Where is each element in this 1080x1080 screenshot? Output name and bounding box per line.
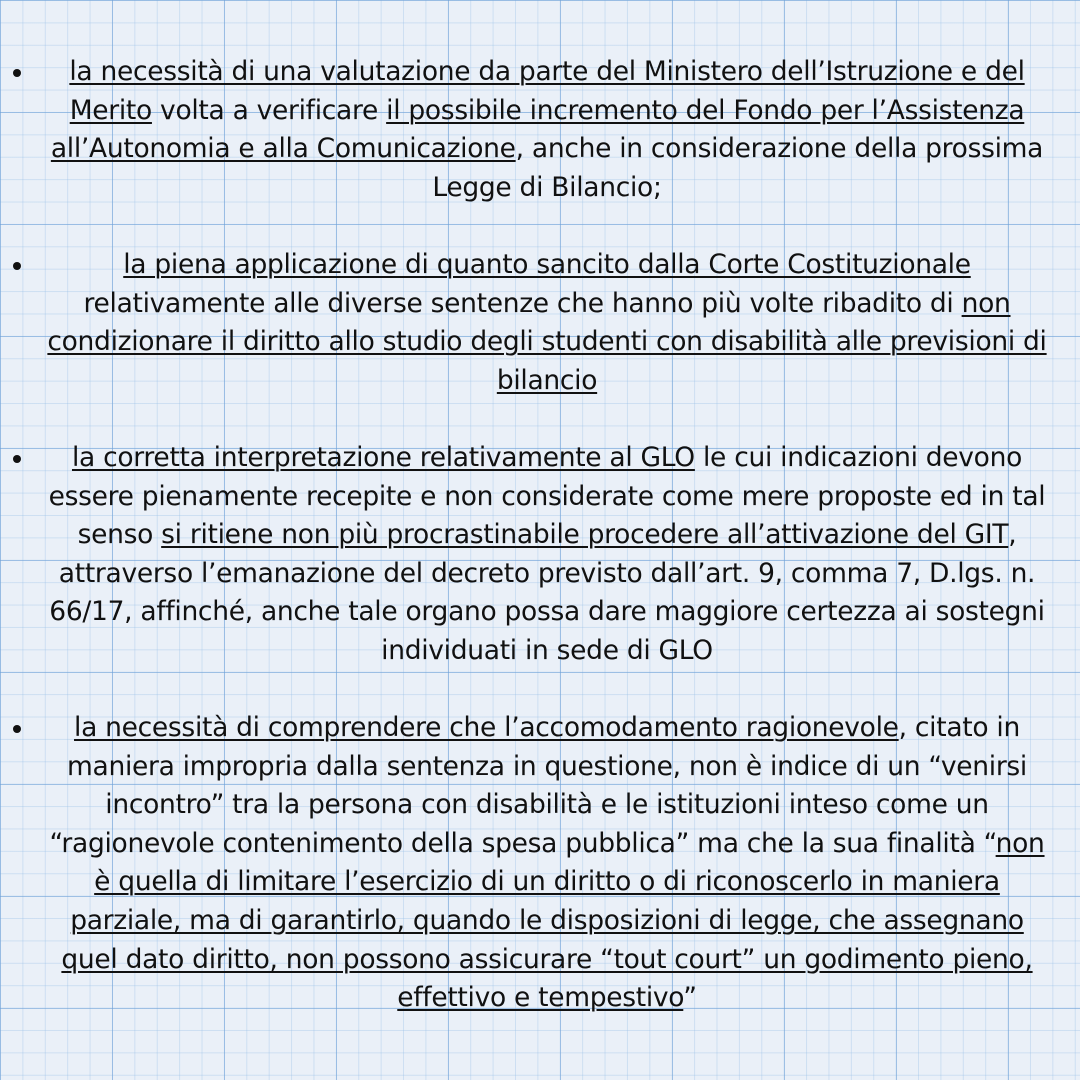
body-text: ” [683, 982, 697, 1014]
underlined-text: il possibile incremento del Fondo per l’Assistenza all’Autonomia e alla Comunicazione [50, 94, 1025, 165]
body-text: le cui indicazioni devono essere pienamente recepite e non considerate come mere proposte ed in tal senso [48, 441, 1046, 551]
body-text: volta a verificare [151, 94, 387, 126]
underlined-text: la necessità di una valutazione da parte del Ministero dell’Istruzione e del Merito [69, 56, 1025, 126]
bullet-item-4 [40, 709, 1054, 1018]
underlined-text: non condizionare il diritto allo studio degli studenti con disabilità alle previsioni di bilancio [47, 287, 1047, 396]
underlined-text: si ritiene non più procrastinabile procedere all’attivazione del GIT [161, 519, 1009, 551]
body-text: , anche in considerazione della prossima Legge di Bilancio; [432, 133, 1044, 203]
body-text: relativamente alle diverse sentenze che hanno più volte ribadito di [83, 287, 962, 319]
body-text: , citato in maniera impropria dalla sentenza in questione, non è indice di un “venirsi incontro” tra la persona con disabilità e le istituzioni inteso come un “ragionevole contenimento della spesa pubblica” ma che la sua finalità “ [49, 712, 1027, 859]
underlined-text: la necessità di comprendere che l’accomodamento ragionevole [74, 712, 899, 744]
underlined-text: la piena applicazione di quanto sancito dalla Corte Costituzionale [123, 248, 971, 280]
underlined-text: non è quella di limitare l’esercizio di un diritto o di riconoscerlo in maniera parziale, ma di garantirlo, quando le disposizioni di legge, che assegnano quel dato diritto, non possono assicurare “tout court” un godimento pieno, effettivo e tempestivo [61, 827, 1045, 1014]
bullet-item-2 [40, 246, 1054, 400]
bullet-item-3 [40, 439, 1054, 671]
underlined-text: la corretta interpretazione relativamente al GLO [71, 441, 695, 473]
bullet-item-1 [40, 53, 1054, 207]
body-text: , attraverso l’emanazione del decreto previsto dall’art. 9, comma 7, D.lgs. n. 66/17, affinché, anche tale organo possa dare maggiore certezza ai sostegni individuati in sede di GLO [49, 519, 1045, 666]
document-body [0, 53, 1080, 1018]
